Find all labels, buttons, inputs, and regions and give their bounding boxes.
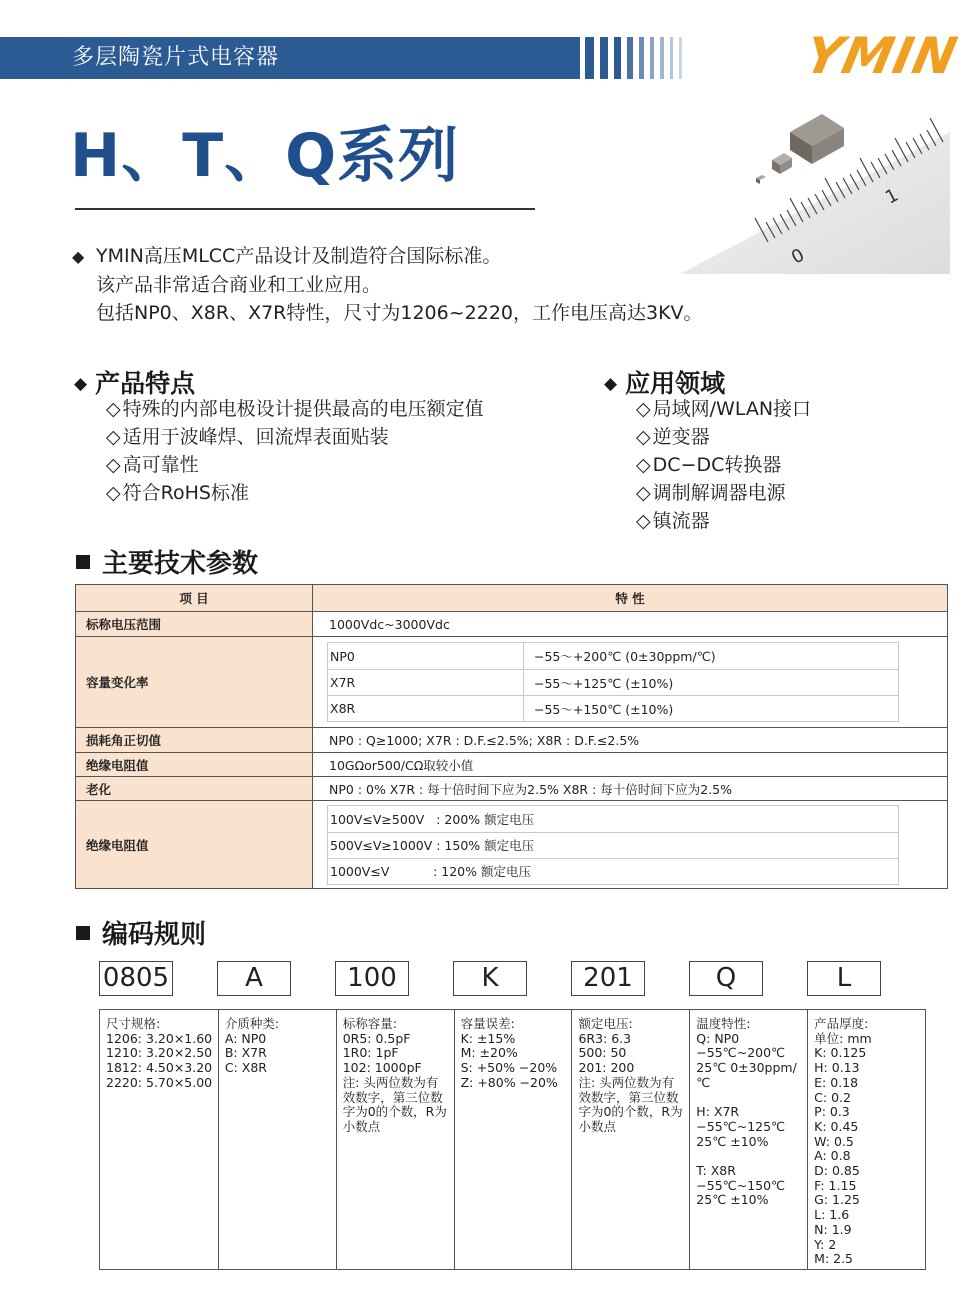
brand-logo: YMIN bbox=[799, 27, 963, 85]
tempcoef-subtable bbox=[327, 642, 899, 722]
sub-row bbox=[328, 643, 898, 669]
coding-description-table bbox=[99, 1009, 926, 1270]
params-heading: 主要技术参数 bbox=[76, 543, 258, 580]
application-item: ◇ DC−DC转换器 bbox=[636, 451, 811, 479]
product-photo bbox=[680, 92, 950, 274]
row-label: 绝缘电阻值 bbox=[76, 753, 313, 776]
code-temperature-box: Q bbox=[689, 961, 763, 996]
row-withstand bbox=[76, 800, 947, 888]
row-voltage bbox=[76, 611, 947, 636]
desc-size: 尺寸规格: 1206: 3.20×1.60 1210: 3.20×2.50 1812: 4.50×3.20 2220: 5.70×5.00 bbox=[106, 1016, 213, 1090]
sub-row bbox=[328, 858, 898, 884]
withstand-subtable bbox=[327, 805, 899, 885]
row-label: 绝缘电阻值 bbox=[76, 801, 313, 888]
chip-small bbox=[756, 175, 766, 184]
col-item: 项 目 bbox=[76, 585, 313, 611]
params-header-row bbox=[76, 585, 947, 611]
features-heading: ◆ 产品特点 bbox=[74, 369, 196, 398]
sub-value: −55～+125℃ (±10%) bbox=[534, 675, 674, 691]
code-voltage-box: 201 bbox=[571, 961, 645, 996]
code-capacitance-box: 100 bbox=[335, 961, 409, 996]
feature-item: ◇ 特殊的内部电极设计提供最高的电压额定值 bbox=[106, 395, 484, 423]
row-value: NP0 : 0% X7R : 每十倍时间下应为2.5% X8R : 每十倍时间下应为2.5% bbox=[329, 781, 733, 797]
sub-value: 1000V≤V : 120% 额定电压 bbox=[330, 864, 531, 879]
row-tempcoef bbox=[76, 636, 947, 727]
row-ir bbox=[76, 752, 947, 776]
row-value bbox=[313, 637, 947, 727]
intro-text bbox=[72, 242, 703, 327]
desc-temperature: 温度特性: Q: NP0 −55℃~200℃ 25℃ 0±30ppm/℃ H: X7R −55℃~125℃ 25℃ ±10% T: X8R −55℃~150℃ 25℃ ±10% bbox=[689, 1010, 807, 1269]
code-tolerance-box: K bbox=[453, 961, 527, 996]
feature-item: ◇ 适用于波峰焊、回流焊表面贴装 bbox=[106, 423, 484, 451]
sub-value: −55～+200℃ (0±30ppm/℃) bbox=[534, 649, 716, 664]
header-band bbox=[0, 37, 580, 79]
sub-row bbox=[328, 806, 898, 832]
header-stripes bbox=[585, 37, 682, 79]
application-item: ◇ 局域网/WLAN接口 bbox=[636, 395, 811, 423]
chip-medium bbox=[772, 153, 792, 174]
row-label: 老化 bbox=[76, 777, 313, 800]
intro-line: 该产品非常适合商业和工业应用。 bbox=[96, 274, 382, 296]
coding-heading: 编码规则 bbox=[76, 914, 206, 951]
row-df bbox=[76, 727, 947, 752]
desc-voltage: 额定电压: 6R3: 6.3 500: 50 201: 200 注: 头两位数为有效数字，第三位数字为0的个数，R为小数点 bbox=[571, 1010, 689, 1269]
sub-name: NP0 bbox=[328, 643, 524, 669]
applications-heading: ◆ 应用领域 bbox=[604, 369, 726, 398]
desc-capacitance: 标称容量: 0R5: 0.5pF 1R0: 1pF 102: 1000pF 注: 头两位数为有效数字，第三位数字为0的个数，R为小数点 bbox=[336, 1010, 454, 1269]
feature-item: ◇ 高可靠性 bbox=[106, 451, 484, 479]
code-size-box: 0805 bbox=[99, 961, 173, 996]
sub-row bbox=[328, 695, 898, 721]
application-item: ◇ 镇流器 bbox=[636, 507, 811, 535]
application-item: ◇ 调制解调器电源 bbox=[636, 479, 811, 507]
intro-line: 包括NP0、X8R、X7R特性，尺寸为1206~2220，工作电压高达3KV。 bbox=[96, 302, 703, 324]
sub-row bbox=[328, 832, 898, 858]
row-value bbox=[313, 801, 947, 888]
sub-value: 500V≤V≥1000V : 150% 额定电压 bbox=[330, 838, 535, 853]
col-characteristic: 特 性 bbox=[615, 591, 645, 606]
desc-tolerance: 容量误差: K: ±15% M: ±20% S: +50% −20% Z: +80% −20% bbox=[454, 1010, 572, 1269]
params-table bbox=[75, 584, 948, 889]
desc-thickness: 产品厚度: 单位: mm K: 0.125 H: 0.13 E: 0.18 C: 0.2 P: 0.3 K: 0.45 W: 0.5 A: 0.8 D: 0.85 F: 1.15 G: 1.25 L: 1.6 N: 1.9 Y: 2 M: 2.5 bbox=[807, 1010, 925, 1269]
title-divider bbox=[75, 208, 535, 210]
row-value: 10GΩor500/CΩ取较小值 bbox=[329, 757, 474, 773]
row-value: 1000Vdc~3000Vdc bbox=[329, 616, 450, 632]
sub-value: 100V≤V≥500V : 200% 额定电压 bbox=[330, 811, 535, 827]
ruler-label-one: 1 bbox=[882, 184, 902, 209]
sub-name: X8R bbox=[328, 696, 524, 721]
sub-name: X7R bbox=[328, 670, 524, 695]
page-title: H、T、Q系列 bbox=[70, 121, 460, 191]
applications-list bbox=[636, 395, 811, 535]
desc-dielectric: 介质种类: A: NP0 B: X7R C: X8R bbox=[218, 1010, 336, 1269]
row-aging bbox=[76, 776, 947, 800]
features-list bbox=[106, 395, 484, 507]
ruler-label-zero: 0 bbox=[788, 244, 808, 269]
code-dielectric-box: A bbox=[217, 961, 291, 996]
application-item: ◇ 逆变器 bbox=[636, 423, 811, 451]
chip-large bbox=[790, 114, 844, 164]
row-label: 损耗角正切值 bbox=[76, 728, 313, 752]
row-label: 标称电压范围 bbox=[76, 612, 313, 636]
code-thickness-box: L bbox=[807, 961, 881, 996]
sub-value: −55～+150℃ (±10%) bbox=[534, 701, 674, 717]
feature-item: ◇ 符合RoHS标准 bbox=[106, 479, 484, 507]
sub-row bbox=[328, 669, 898, 695]
row-label: 容量变化率 bbox=[76, 637, 313, 727]
row-value: NP0 : Q≥1000; X7R : D.F.≤2.5%; X8R : D.F.≤2.5% bbox=[329, 732, 640, 748]
category-title: 多层陶瓷片式电容器 bbox=[72, 45, 280, 70]
intro-line: ◆ YMIN高压MLCC产品设计及制造符合国际标准。 bbox=[72, 245, 502, 267]
